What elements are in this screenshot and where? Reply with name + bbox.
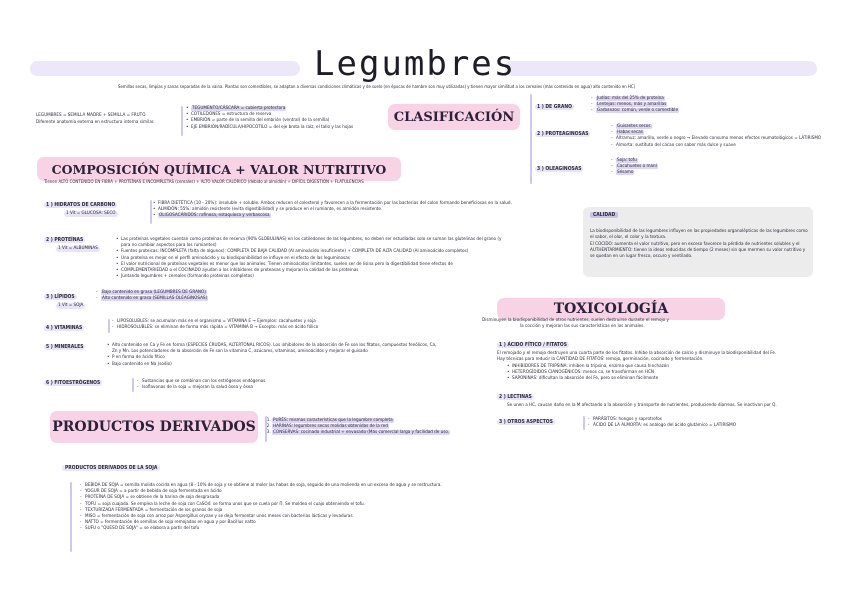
- list-item: - Alto contenido en grasa (SEMILLAS OLEAGINOSAS): [96, 296, 208, 302]
- list-item: • P en forma de ácido fítico: [107, 355, 437, 361]
- lipidos-label: 3 ) LÍPIDOS: [46, 294, 75, 300]
- list-item: - Almorta: sustituto del cacao con sabor más dulce y suave: [611, 143, 821, 149]
- definition-list: [186, 106, 353, 131]
- productos-heading: PRODUCTOS DERIVADOS: [52, 419, 256, 435]
- proteinas-sub: 1 Vit = ALBÚMINAS: [58, 246, 98, 251]
- calidad-text-2: El COCIDO: aumenta el valor nutritivo, pero en exceso favorece la pérdida de nutrientes solubles y el AUTHENTARMIENTO: tienen la ideas reducidas de tiempo (2 meses) sin que mermen su valor nutritivo y se quedan en un lugar fresco, oscuro y ventilado.: [590, 242, 806, 260]
- page-title: Legumbres: [314, 44, 517, 84]
- definition-divider: [181, 106, 183, 136]
- clasificacion-list-grano: [591, 96, 679, 115]
- composicion-heading-box: [37, 157, 401, 181]
- list-item: - BEBIDA DE SOJA = semilla molida cocida en agua (8 - 10% de soja y se obtiene al moler las habas de soja, seguido de una molienda en un exceso de agua y se restructura.: [80, 483, 442, 489]
- clasificacion-heading-box: [388, 104, 520, 130]
- otros-aspectos-divider: [583, 416, 585, 430]
- productos-heading-box: [50, 411, 258, 443]
- list-item: • EJE EMBRIÓN/RADÍCULA/HIPOCÓTILO = del eje brota la raíz, el tallo y las hojas: [186, 125, 353, 131]
- clasificacion-label-grano: 1 ) DE GRANO: [537, 104, 572, 110]
- list-item: - Cacahuetes o maní: [611, 164, 658, 170]
- list-item: 3. CONSERVAS: cocinado industrial + envasado (Más comercial larga y facilidad de uso.: [272, 430, 450, 436]
- definition-line2: Diferente anatomía externa en estructura interna similar.: [36, 120, 155, 125]
- header-bar-left: [30, 61, 300, 76]
- hc-divider: [150, 200, 152, 224]
- hc-label: 1 ) HIDRATOS DE CARBONO: [46, 202, 116, 208]
- composicion-subtitle: Tienen ALTO CONTENIDO EN FIBRA + PROTEÍNAS E INCOMPLETAS (cereales) + ALTO VALOR CALÓRICO (debido al almidón) + DIFÍCIL DIGESTIÓN + FLATULENCIAS: [44, 180, 364, 185]
- minerales-list: [107, 343, 437, 368]
- list-item: - HIDROSOLUBLES: se eliminan de forma más rápida = VITAMINA B → Excepto: más en ácido fólico: [112, 325, 318, 331]
- list-item: - TEXTURIZADA FERMENTADA = fermentación de los granos de soja: [80, 508, 442, 514]
- vitaminas-divider: [108, 319, 110, 333]
- toxicologia-heading-box: [497, 298, 725, 320]
- list-item: • HETEROGÍDIDOS CIANOGÉNICOS: menos ca, se transforman en HCN: [507, 370, 669, 376]
- clasificacion-label-oleaginosas: 3 ) OLEAGINOSAS: [537, 166, 582, 172]
- fitatos-text-1: El remojado y el remojo destruyen una cuarta parte de los fitatos. Inhibe la absorción de calcio y disminuye la biodisponibilidad del Fe.: [497, 351, 777, 356]
- list-item: - SUFU o "QUESO DE SOJA" = se elabora a partir del tofu: [80, 526, 442, 532]
- list-item: • COTILEDONES = estructura de reserva: [186, 112, 353, 118]
- lipidos-list: [96, 290, 208, 302]
- intro-text: Semillas secas, limpias y sanas separadas de la vaina. Plantas son comestibles, se adaptan a diversas condiciones climáticas y de suelo (en épocas de hambre son muy utilizadas) y tienen mayor similitud a los cereales (más contenido en agua) alto contenido en HC): [118, 85, 636, 90]
- list-item: • INHIBIDORES DE TRIPSINA: inhiben la tripsina, enzima que causa hinchazón: [507, 364, 669, 370]
- list-item: - Altramuz: amarillo, verde o negro → Elevado consumo menos efectos reumatológicos = LATIRISMO: [611, 136, 821, 142]
- composicion-heading: COMPOSICIÓN QUÍMICA + VALOR NUTRITIVO: [51, 161, 387, 177]
- list-item: - TOFU = soja cuajada. Se emplea la leche de soja con CaSO4: se forma unos que se cuela por Π. Se moldea el cuajo obteniendo el tofu.: [80, 502, 442, 508]
- fitatos-label: 1 ) ÁCIDO FÍTICO / FITATOS: [499, 342, 567, 348]
- soja-list: [80, 483, 442, 533]
- list-item: 1. PURÉS: mismas características que la legumbre completa: [272, 418, 450, 424]
- clasificacion-label-proteaginosas: 2 ) PROTEAGINOSAS: [537, 131, 589, 137]
- list-item: • EMBRIÓN = parte de la semilla del embrión (ventral) de la semilla): [186, 118, 353, 124]
- list-item: • Juntando legumbres + cereales (formando proteínas completas): [116, 274, 506, 280]
- hc-sub: 1 Vit = GLUCOSA: SECO: [66, 211, 116, 216]
- lipidos-sub: 1 Vit = SOJA: [58, 303, 84, 308]
- hc-list: [153, 201, 512, 220]
- list-item: - Sésamo: [611, 170, 658, 176]
- list-item: • Una proteína es mejor en el perfil aminoácido y su biodisponibilidad se influye en el efecto de las leguminosas: [116, 256, 506, 262]
- otros-aspectos-label: 3 ) OTROS ASPECTOS: [499, 419, 553, 425]
- list-item: - LIPOSOLUBLES: se acumulan más en el organismo = VITAMINA E → Ejemplos: cacahuetes y soja: [112, 319, 318, 325]
- clasificacion-divider: [530, 94, 532, 184]
- list-item: - Isoflavonas de la soja = mejoran la salud ósea y ósea: [137, 385, 267, 391]
- clasificacion-list-oleaginosas: [611, 158, 658, 177]
- definition-line1: LEGUMBRES = SEMILLA MADRE + SEMILLA = FRUTO: [36, 113, 146, 118]
- toxicologia-intro-2: la cocción y mejoran las sus características en los animales.: [520, 324, 645, 329]
- list-item: 2. HARINAS: legumbres secas molidas obtenidas de la red: [272, 424, 450, 430]
- proteinas-label: 2 ) PROTEÍNAS: [46, 237, 84, 243]
- list-item: - Lentejas: menos, más y amarillas: [591, 102, 679, 108]
- list-item: • TEGUMENTO/CÁSCARA = cubierta protectora: [186, 106, 353, 112]
- clasificacion-heading: CLASIFICACIÓN: [393, 109, 515, 125]
- toxicologia-intro-1: Disminuyen la biodisponibilidad de otros nutrientes, suelen destruirse durante el remojo y: [482, 318, 669, 323]
- clasificacion-list-proteaginosas: [611, 124, 821, 149]
- proteinas-list: [116, 237, 506, 280]
- calidad-heading: CALIDAD: [590, 212, 618, 218]
- fitoestrogenos-divider: [132, 378, 134, 392]
- fitoestrogenos-list: [137, 379, 267, 391]
- list-item: • SAPONINAS: dificultan la absorción del Fe, pero se eliminan fácilmente: [507, 376, 669, 382]
- list-item: - PROTEÍNA DE SOJA = se obtiene de la harina de soja desgrasada: [80, 495, 442, 501]
- list-item: - Judías: más del 25% de proteína: [591, 96, 679, 102]
- list-item: - MISO = fermentación de soja con arroz por Aspergillus oryzae y se deja fermentar unos meses con bacterias lácticas y levaduras: [80, 514, 442, 520]
- list-item: • Las proteínas vegetales cuentan como proteínas de reserva (90% GLOBULINAS) en los cotiledones de las legumbres, no deben ser estudiadas solo se suman las glutelinas del grano (y para no cambiar aspectos para los rumiantes): [116, 237, 506, 249]
- header-bar-right: [505, 61, 817, 76]
- list-item: - Bajo contenido en grasa (LEGUMBRES DE GRANO): [96, 290, 208, 296]
- productos-list: [258, 418, 450, 437]
- list-item: • Fuentes proteicas: INCOMPLETA (falta de algunos): COMPLETA DE BAJA CALIDAD (Al aminoácido insuficiente) + COMPLETA DE ALTA CALIDAD (Al aminoácido completos): [116, 249, 506, 255]
- list-item: • Alto contenido en Ca y Fe en forma (ESPECIES CRUDAS, ALTERTONAL RICOS). Los inhibidores de la absorción de Fe son los fitatos, compuestos fenólicos, Ca, Zn y Mn. Los potenciadores de la absorción de Fe son la vitamina C, azúcares, vitaminas, aminoácidos y mejorar el guisado: [107, 343, 437, 355]
- soja-heading: PRODUCTOS DERIVADOS DE LA SOJA: [62, 465, 160, 471]
- lectinas-text: Se unen a HC, causan daño en la M afectando a la absorción y transporte de nutrientes, produciendo diarreas. Se inactivan por Q.: [507, 403, 777, 408]
- fitoestrogenos-label: 6 ) FITOESTRÓGENOS: [46, 380, 101, 386]
- list-item: - NATTO = fermentación de semillas de soja remojadas en agua y por Bacillus natto: [80, 520, 442, 526]
- otros-aspectos-list: [588, 417, 736, 429]
- soja-divider: [70, 482, 72, 552]
- list-item: - YOGUR DE SOJA = a partir de bebida de soja fermentada en ácido: [80, 489, 442, 495]
- calidad-text-1: La biodisponibilidad de las legumbres influyen en las propiedades organolépticas de las legumbres como el sabor, el olor, el color y la textura.: [590, 229, 808, 241]
- list-item: • FIBRA DIETÉTICA (10 - 20%): insoluble + soluble. Ambos reducen el colesterol y favorecen a la fermentación por las bacterias del colon formando beneficiosas en la salud.: [153, 201, 512, 207]
- list-item: - ÁCIDO DE LA ALMORTA: es análogo del ácido glutámico = LATIRISMO: [588, 423, 736, 429]
- list-item: • ALMIDÓN: 55%: almidón resistente (evita digestibilidad) y se produce en el rumiante, es almidón resistente.: [153, 207, 512, 213]
- list-item: - PARÁSITOS: hongos y saprotrofos: [588, 417, 736, 423]
- vitaminas-label: 4 ) VITAMINAS: [46, 325, 83, 331]
- list-item: - Garbanzos: común, verde o comestible: [591, 108, 679, 114]
- lectinas-label: 2 ) LECTINAS: [499, 394, 532, 400]
- list-item: • OLIGOSACÁRIDOS: rafinosa, estaquiosa y verbascosa: [153, 213, 512, 219]
- list-item: • El valor nutricional de proteínas vegetales es menor que los animales. Tienen aminoácidos limitantes, suelen ser de lisina pero la digestibilidad tiene efectos de: [116, 262, 506, 268]
- list-item: - Habas secas: [611, 130, 821, 136]
- list-item: • Bajo contenido en Na (sodio): [107, 362, 437, 368]
- list-item: - Guisantes secos: [611, 124, 821, 130]
- fitatos-list: [507, 364, 669, 383]
- list-item: - Soja: tofu: [611, 158, 658, 164]
- vitaminas-list: [112, 319, 318, 331]
- toxicologia-heading: TOXICOLOGÍA: [553, 301, 669, 317]
- list-item: • COMPLEMENTARIEDAD o el COCINADO ayudan a los inhibidores de proteasas y mejoran la calidad de las proteínas: [116, 268, 506, 274]
- list-item: - Sustancias que se combinan con los estrógenos endógenos.: [137, 379, 267, 385]
- fitatos-text-2: Hay técnicas para reducir la CANTIDAD DE FITATOS: remojo, germinación, cocinado y fermentación.: [497, 357, 704, 362]
- minerales-label: 5 ) MINERALES: [46, 344, 84, 350]
